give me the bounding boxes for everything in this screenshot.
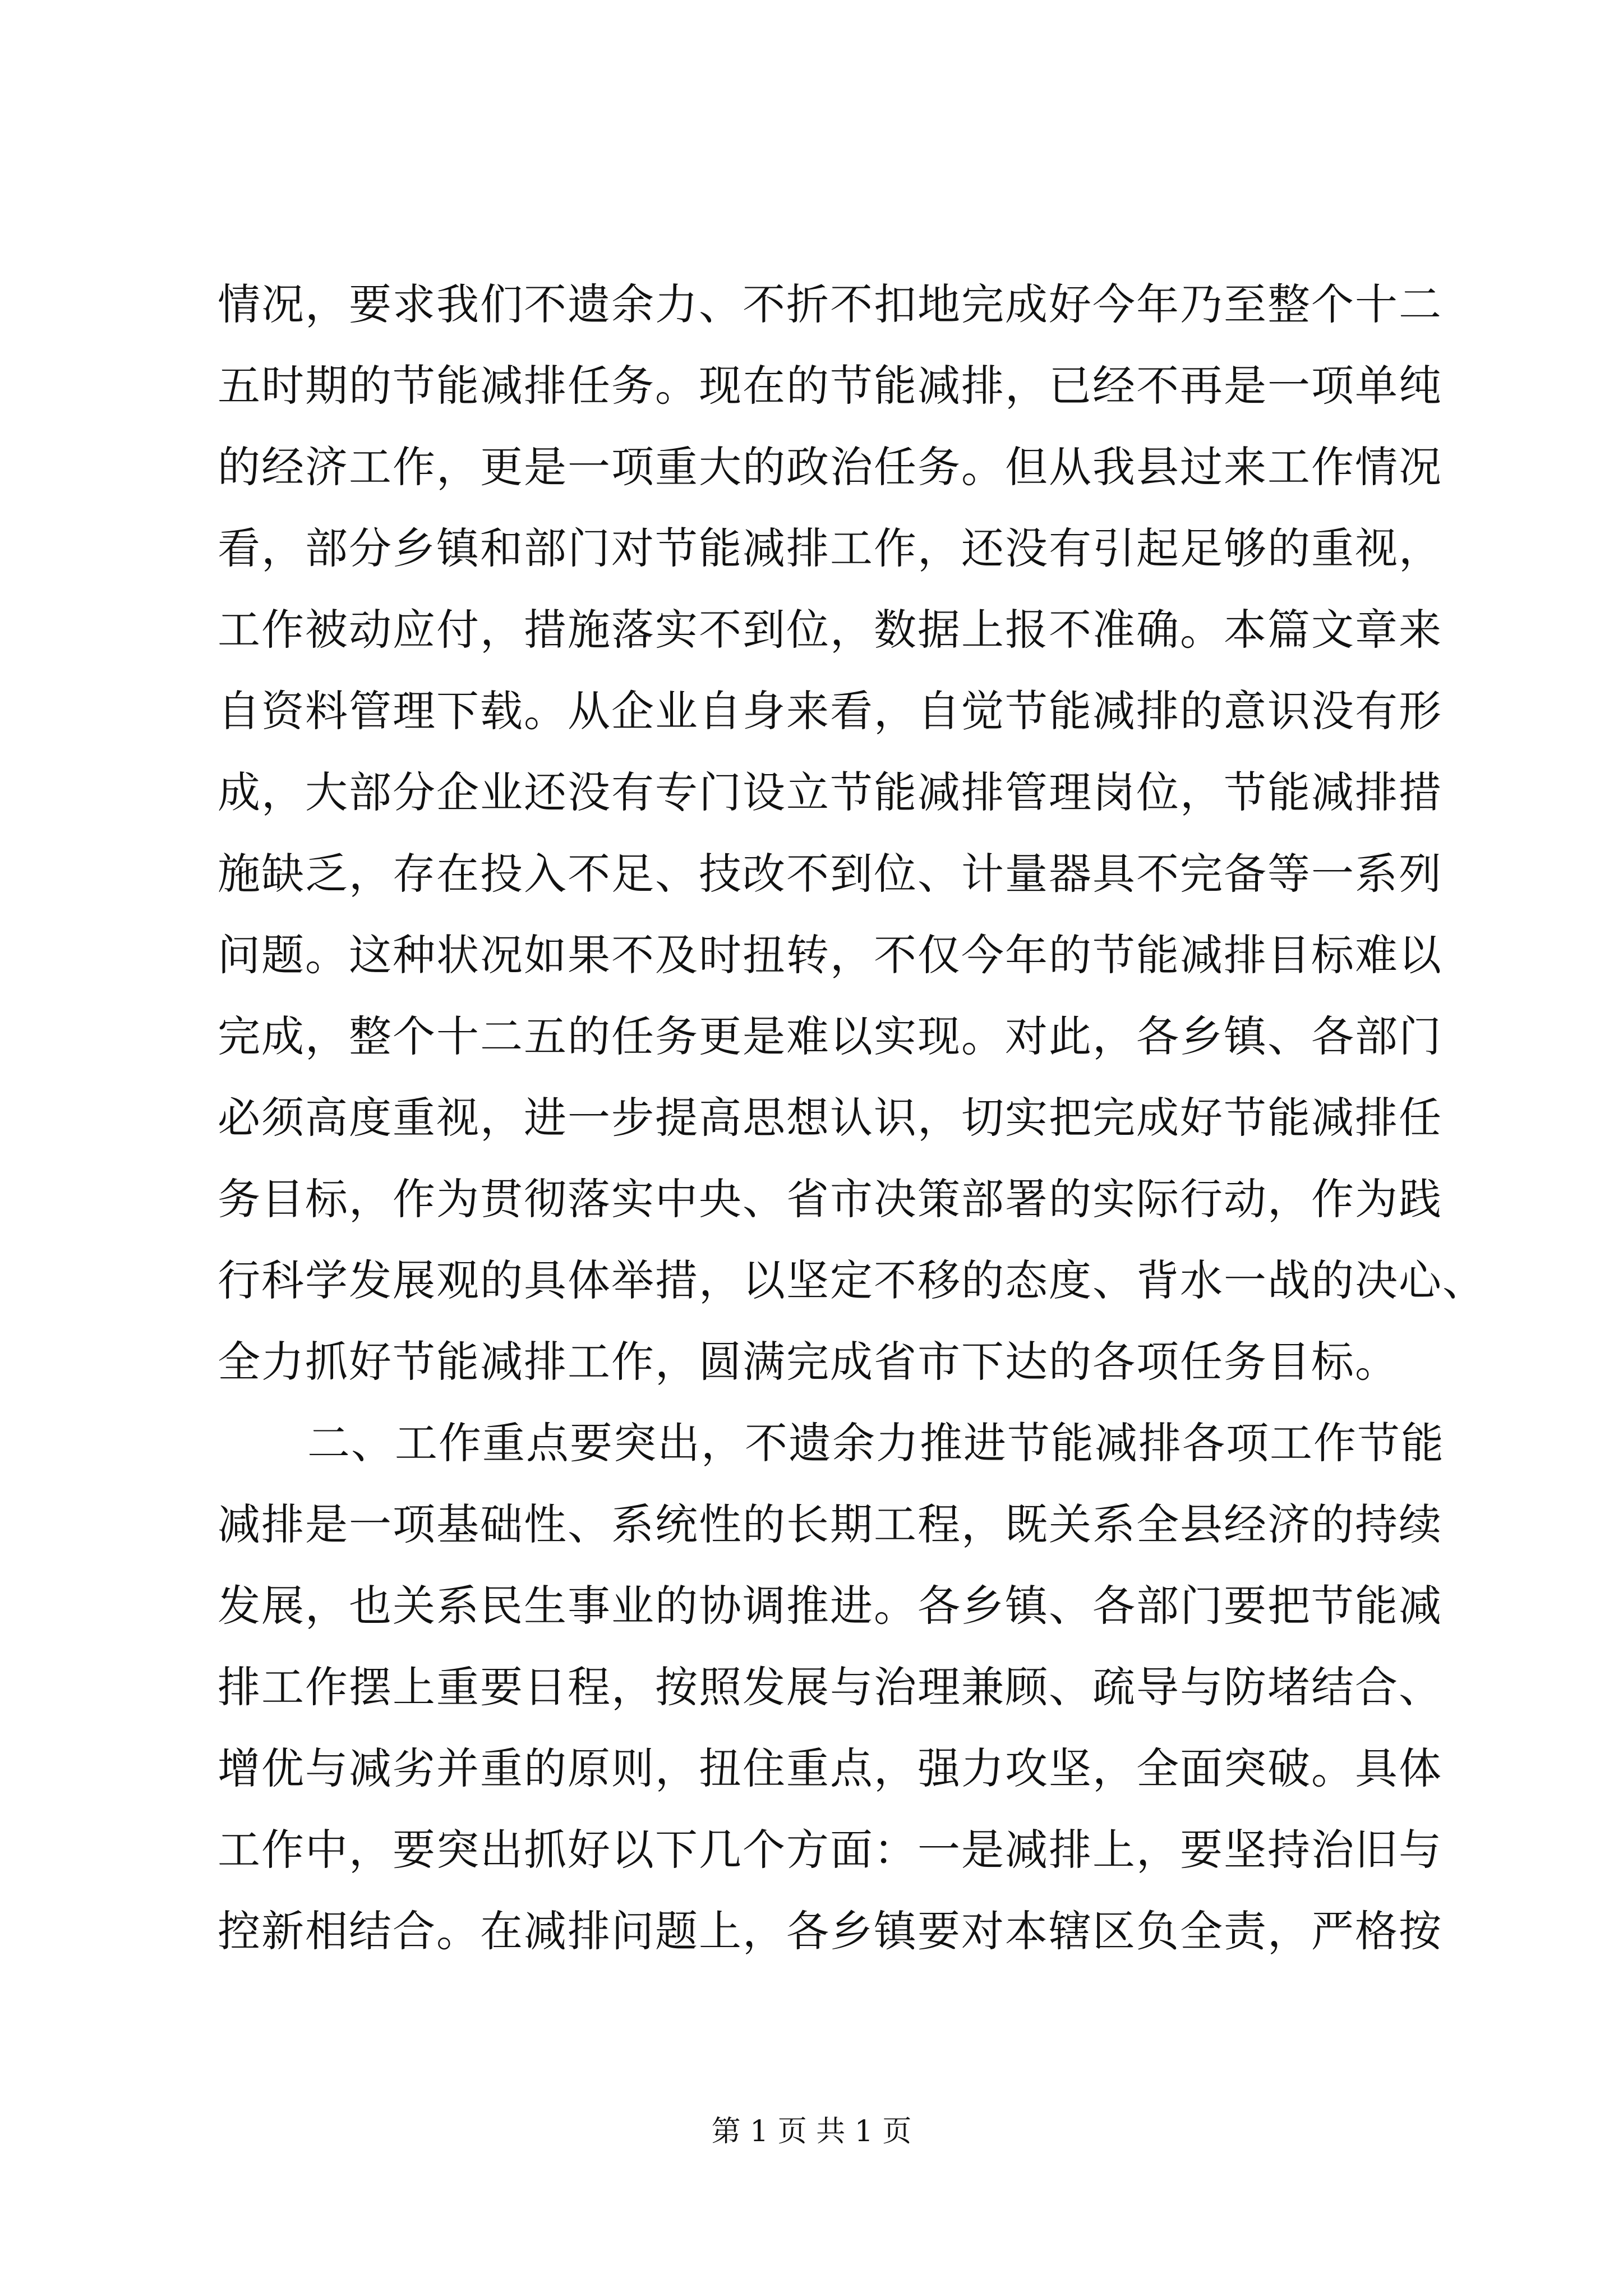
text-line: 情况，要求我们不遗余力、不折不扣地完成好今年乃至整个十二 bbox=[218, 279, 1442, 329]
text-line: 发展，也关系民生事业的协调推进。各乡镇、各部门要把节能减 bbox=[218, 1581, 1442, 1631]
text-line: 成，大部分企业还没有专门设立节能减排管理岗位，节能减排措 bbox=[218, 767, 1442, 817]
text-line: 增优与减劣并重的原则，扭住重点，强力攻坚，全面突破。具体 bbox=[218, 1743, 1442, 1793]
text-line: 工作被动应付，措施落实不到位，数据上报不准确。本篇文章来 bbox=[218, 605, 1442, 655]
text-line: 排工作摆上重要日程，按照发展与治理兼顾、疏导与防堵结合、 bbox=[218, 1662, 1442, 1712]
text-line: 工作中，要突出抓好以下几个方面：一是减排上，要坚持治旧与 bbox=[218, 1825, 1442, 1875]
text-line: 五时期的节能减排任务。现在的节能减排，已经不再是一项单纯 bbox=[218, 361, 1442, 411]
paragraph-start-line: 二、工作重点要突出，不遗余力推进节能减排各项工作节能 bbox=[307, 1418, 1445, 1468]
document-body bbox=[218, 264, 1486, 1972]
text-line: 必须高度重视，进一步提高思想认识，切实把完成好节能减排任 bbox=[218, 1093, 1442, 1143]
text-line: 的经济工作，更是一项重大的政治任务。但从我县过来工作情况 bbox=[218, 442, 1442, 492]
text-line: 行科学发展观的具体举措，以坚定不移的态度、背水一战的决心、 bbox=[218, 1255, 1486, 1305]
text-line: 问题。这种状况如果不及时扭转，不仅今年的节能减排目标难以 bbox=[218, 930, 1442, 980]
text-line: 务目标，作为贯彻落实中央、省市决策部署的实际行动，作为践 bbox=[218, 1174, 1442, 1224]
text-line: 施缺乏，存在投入不足、技改不到位、计量器具不完备等一系列 bbox=[218, 849, 1442, 899]
text-line: 全力抓好节能减排工作，圆满完成省市下达的各项任务目标。 bbox=[218, 1337, 1399, 1387]
text-line: 减排是一项基础性、系统性的长期工程，既关系全县经济的持续 bbox=[218, 1499, 1442, 1549]
page-number-footer: 第 1 页 共 1 页 bbox=[711, 2115, 912, 2148]
text-line: 看，部分乡镇和部门对节能减排工作，还没有引起足够的重视， bbox=[218, 523, 1442, 573]
text-line: 自资料管理下载。从企业自身来看，自觉节能减排的意识没有形 bbox=[218, 686, 1442, 736]
text-line: 控新相结合。在减排问题上，各乡镇要对本辖区负全责，严格按 bbox=[218, 1906, 1442, 1956]
text-line: 完成，整个十二五的任务更是难以实现。对此，各乡镇、各部门 bbox=[218, 1011, 1442, 1061]
